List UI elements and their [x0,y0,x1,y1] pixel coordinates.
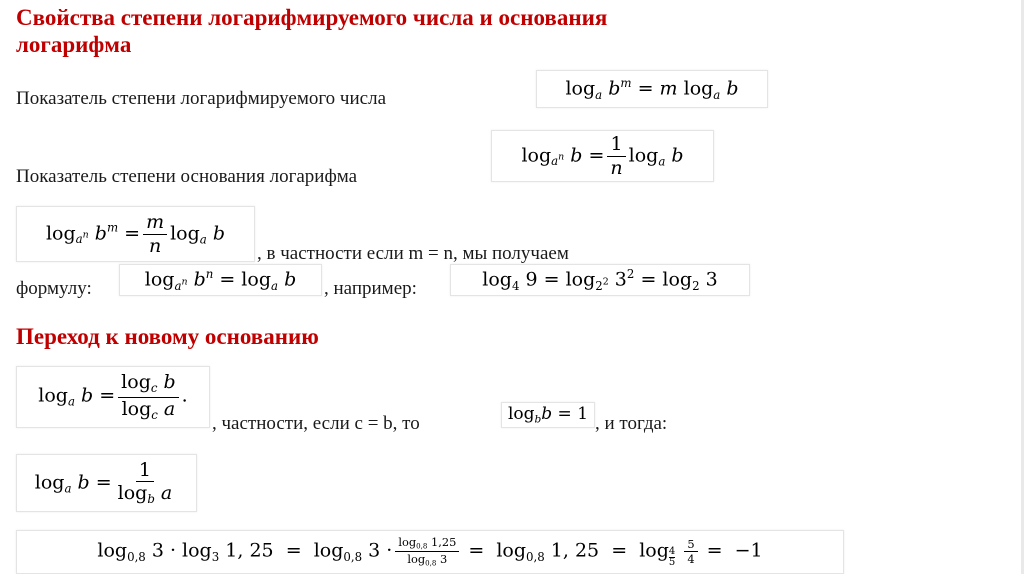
formula-logb-b: $\log_bb = 1$ [501,402,595,428]
formula-change-of-base: $\log_a b$ = $\frac{\log_c b}{\log_c a}$ . [16,366,210,428]
formula-log-power-number: $\log_a b^m = m$ $\log_a b$ [536,70,768,108]
text-formula-prefix: формулу: [16,278,92,299]
formula-equal-powers: $\log_{a^n} b^n = \log_a b$ [119,264,322,296]
formula-log-power-both: $\log_{a^n} b^m$ = $\frac{m}{n}$ $\log_a b$ [16,206,255,262]
formula-reciprocal: $\log_a b$ = $\frac{1}{\log_b a}$ [16,454,197,512]
text-in-particular: , в частности если m = n, мы получаем [257,243,569,264]
text-particular-c-equals-b: , частности, если c = b, то [212,413,420,434]
label-base-power: Показатель степени основания логарифма [16,166,358,187]
section-heading-change-base: Переход к новому основанию [16,324,319,349]
label-number-power: Показатель степени логарифмируемого числа [16,88,387,109]
formula-worked-example: $\log_{0,8} 3 \cdot \log_3 1$, $25 = \log_{0,8} 3$ · $\frac{\log_{0,8} 1,25}{\log_{0,8} 3}$ = $\log_{0,8} 1$, 25 = log $_{\frac{4}{5}}$ $\frac{5}{4}$ = −1 [16,530,844,574]
section-heading-properties [16,4,607,58]
heading-line-1: Свойства степени логарифмируемого числа и основания [16,5,608,30]
text-example: , например: [324,278,417,299]
heading-line-2: логарифма [16,32,132,57]
text-and-then: , и тогда: [595,413,668,434]
formula-log-power-base: $\log_{a^n} b$ = $\frac{1}{n}$ $\log_a b$ [491,130,714,182]
formula-example-log4: $\log_4 9 = \log_{2^2} 3^2 = \log_2 3$ [450,264,750,296]
